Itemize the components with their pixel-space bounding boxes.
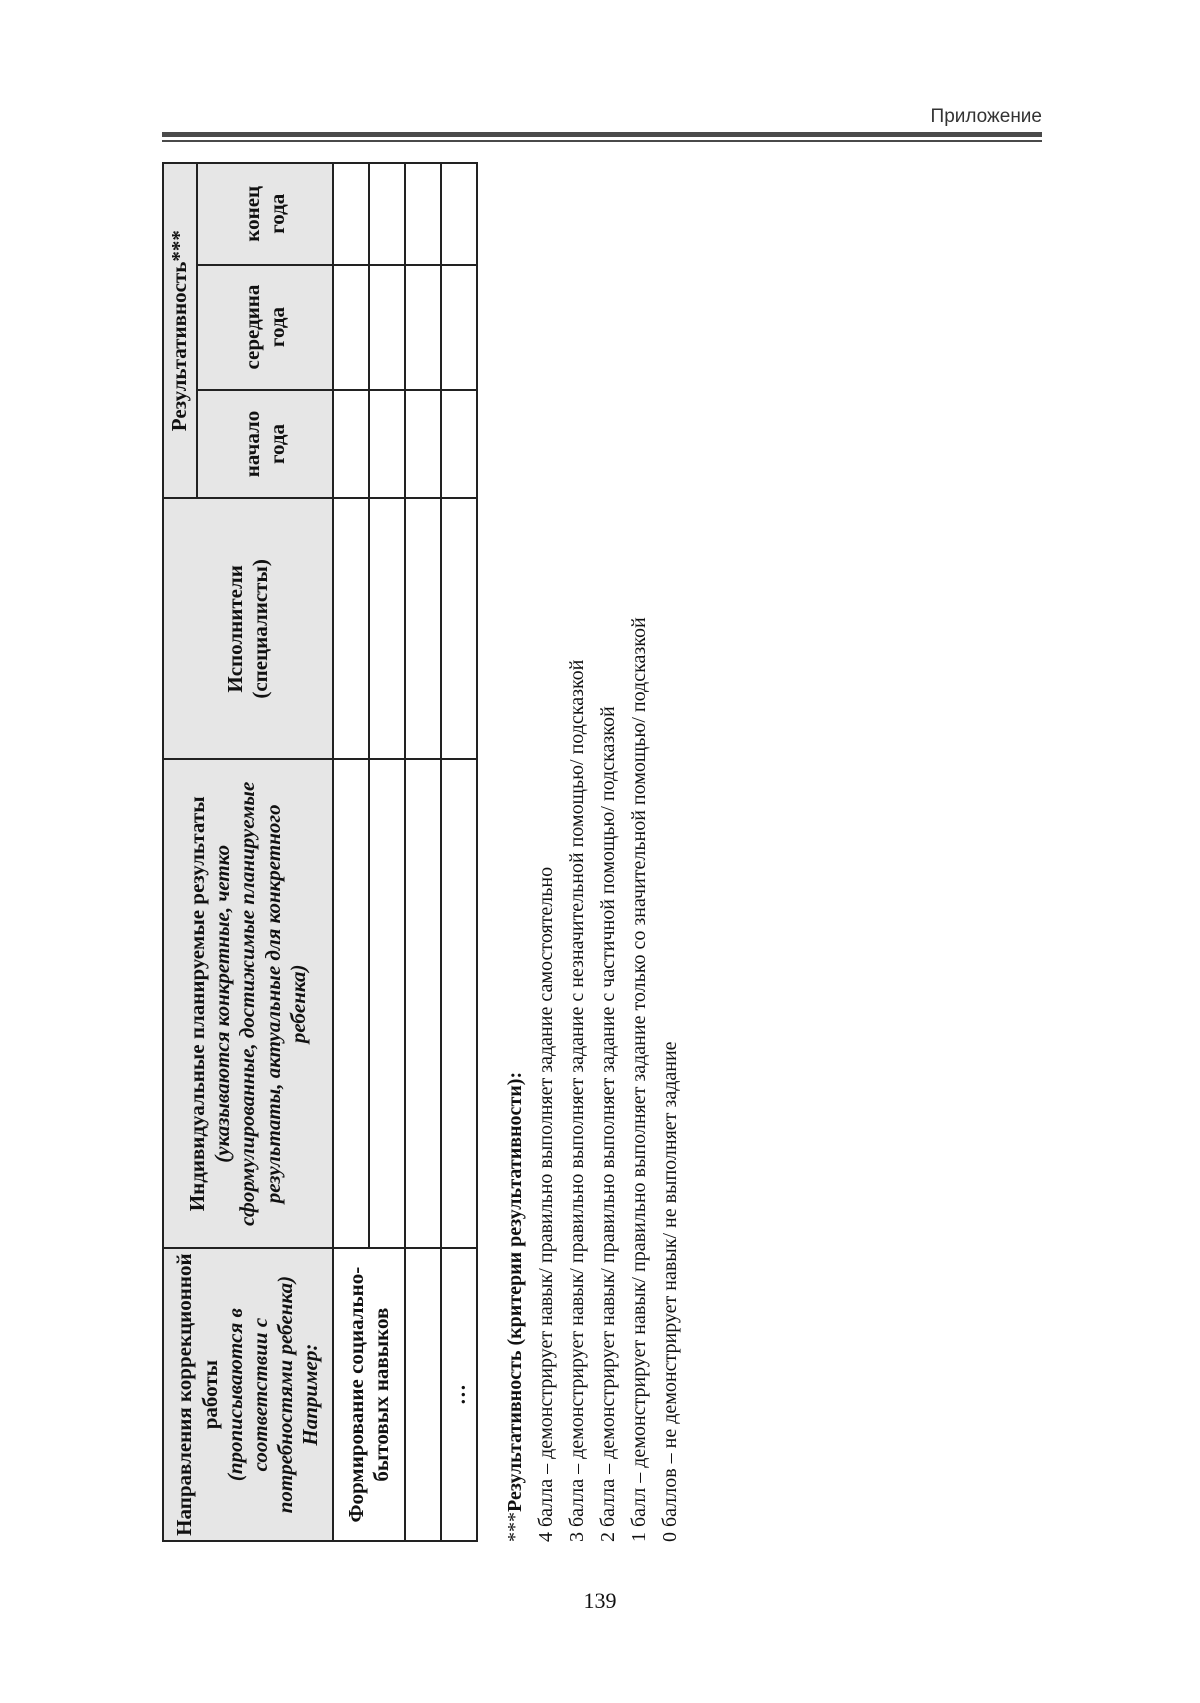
header-start-year: начало года xyxy=(197,390,333,499)
table-cell xyxy=(333,163,369,265)
table-cell xyxy=(405,498,441,759)
header-directions-note: (прописываются в соответствии с потребностями ребенка) xyxy=(222,1275,298,1514)
table-cell xyxy=(369,163,405,265)
header-planned-results-note: (указываются конкретные, четко сформулированные, достижимые планируемые результаты, актуальные для конкретного ребенка) xyxy=(210,781,310,1226)
table-cell xyxy=(333,498,369,759)
table-cell xyxy=(441,163,477,265)
table-cell xyxy=(441,759,477,1248)
table-cell xyxy=(333,265,369,390)
header-executors xyxy=(163,498,333,759)
page-number: 139 xyxy=(583,1588,617,1613)
table-cell xyxy=(441,498,477,759)
criteria-item: 4 балла – демонстрирует навык/ правильно выполняет задание самостоятельно xyxy=(535,866,557,1542)
header-end-year: конец года xyxy=(197,163,333,265)
criteria-title-text: Результативность (критерии результативности): xyxy=(504,1071,526,1512)
criteria-block xyxy=(500,162,686,1542)
row-direction-cell: Формирование социально-бытовых навыков xyxy=(333,1248,405,1541)
running-head: Приложение xyxy=(930,106,1042,127)
table-cell xyxy=(441,390,477,499)
table-cell xyxy=(369,265,405,390)
criteria-item: 1 балл – демонстрирует навык/ правильно выполняет задание только со значительной помощью/ подсказкой xyxy=(628,617,650,1542)
header-executors-note: (специалисты) xyxy=(248,559,272,699)
header-directions-example: Например: xyxy=(298,1343,323,1446)
table-cell xyxy=(405,759,441,1248)
table-cell xyxy=(405,390,441,499)
header-rule-thin xyxy=(162,140,1042,142)
table-row xyxy=(333,163,369,1541)
table-row xyxy=(405,163,441,1541)
table-cell xyxy=(441,265,477,390)
table-cell xyxy=(405,1248,441,1541)
table-cell xyxy=(369,498,405,759)
table-row xyxy=(441,163,477,1541)
criteria-prefix: *** xyxy=(504,1512,526,1542)
header-planned-results-title: Индивидуальные планируемые результаты xyxy=(185,796,210,1212)
header-mid-year: середина года xyxy=(197,265,333,390)
criteria-title xyxy=(500,162,531,1542)
table-cell xyxy=(333,759,369,1248)
header-executors-title: Исполнители xyxy=(222,565,247,693)
header-directions xyxy=(163,1248,333,1541)
header-planned-results xyxy=(163,759,333,1248)
criteria-item: 0 баллов – не демонстрирует навык/ не выполняет задание xyxy=(659,1041,681,1542)
table-cell xyxy=(369,390,405,499)
table-cell xyxy=(333,390,369,499)
row-direction-cell: … xyxy=(441,1248,477,1541)
rotated-content xyxy=(162,162,702,1542)
header-rule xyxy=(162,132,1042,137)
correction-plan-table xyxy=(162,162,478,1542)
criteria-item: 3 балла – демонстрирует навык/ правильно выполняет задание с незначительной помощью/ подсказкой xyxy=(566,659,588,1542)
header-results: Результативность*** xyxy=(163,163,197,498)
table-cell xyxy=(405,265,441,390)
table-cell xyxy=(369,759,405,1248)
table-cell xyxy=(405,163,441,265)
header-directions-title: Направления коррекционной работы xyxy=(172,1253,222,1536)
criteria-item: 2 балла – демонстрирует навык/ правильно выполняет задание с частичной помощью/ подсказкой xyxy=(597,706,619,1542)
